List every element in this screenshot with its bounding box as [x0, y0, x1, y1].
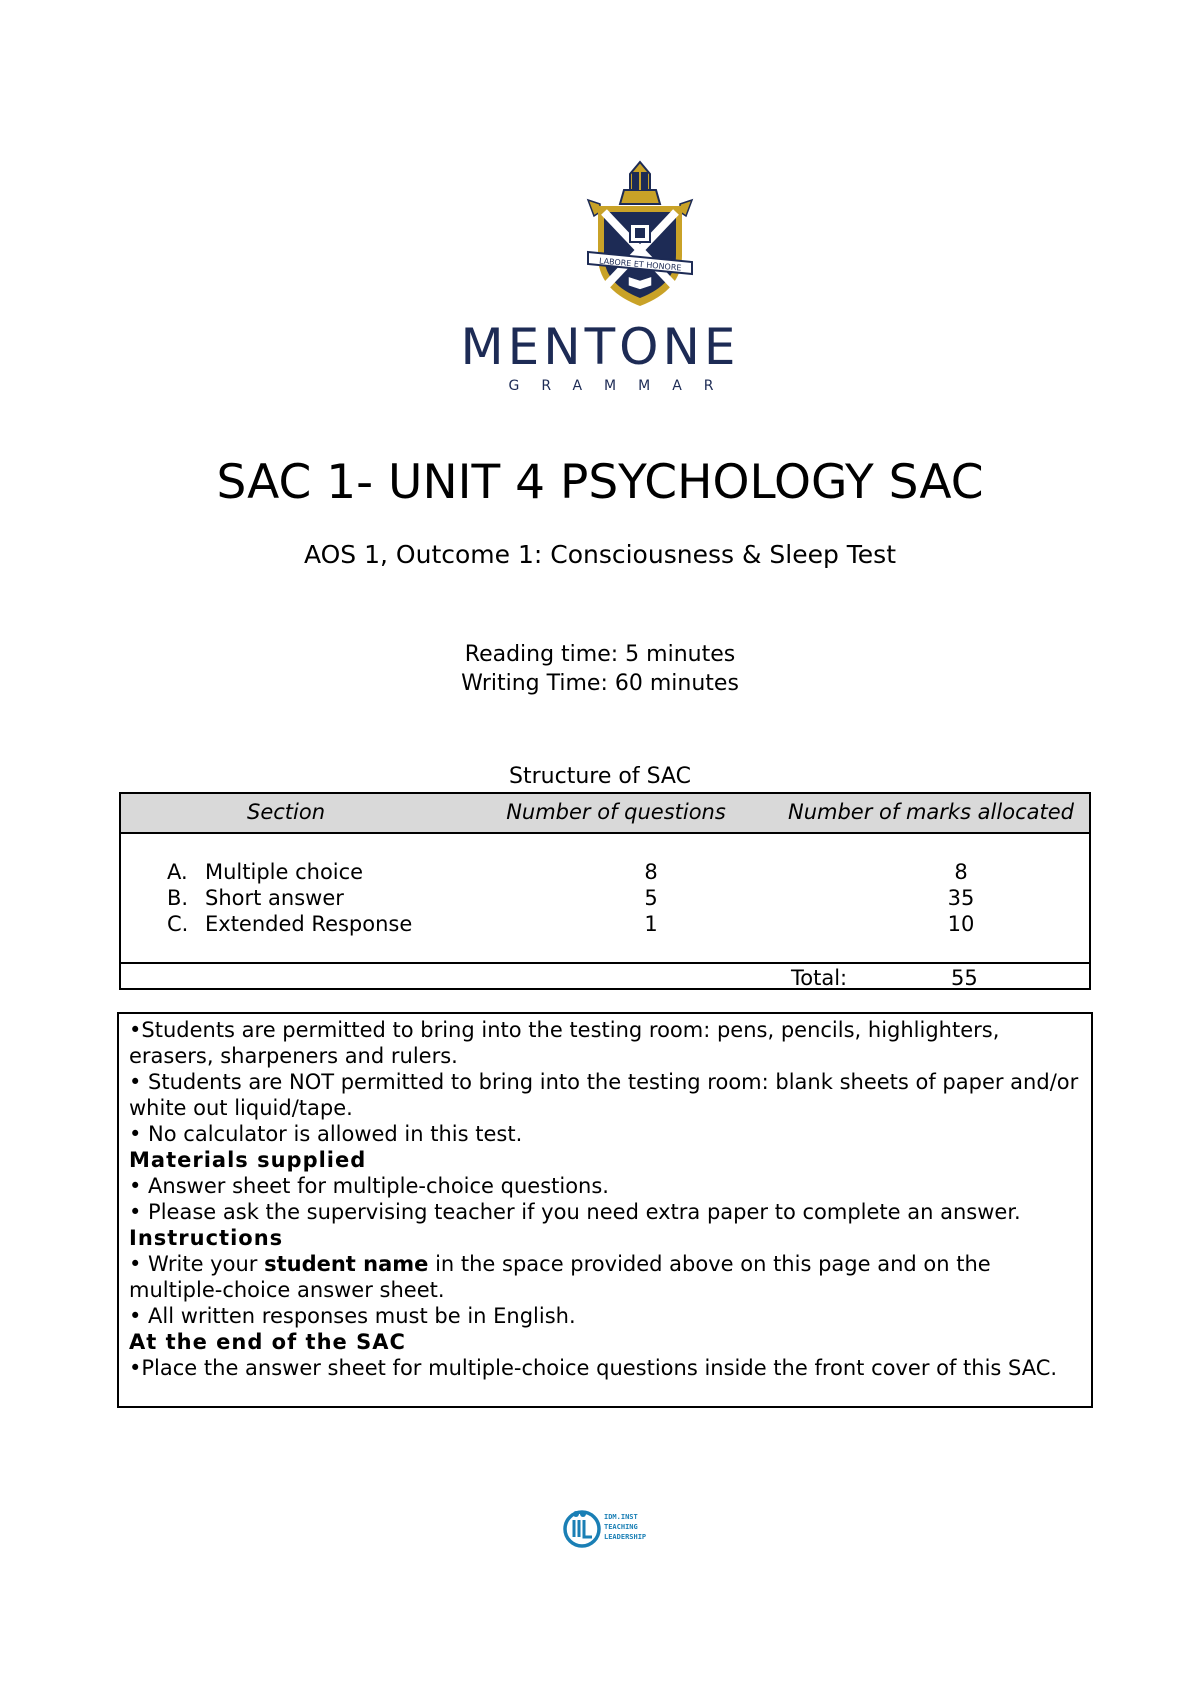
iml-logo-icon	[562, 1505, 654, 1551]
end-heading: At the end of the SAC	[129, 1330, 406, 1354]
row-questions: 1	[644, 912, 658, 936]
row-marks: 8	[954, 860, 968, 884]
total-label: Total:	[791, 966, 848, 990]
materials-item: • Please ask the supervising teacher if you need extra paper to complete an answer.	[129, 1200, 1021, 1224]
reading-time: Reading time: 5 minutes	[464, 642, 736, 667]
materials-heading: Materials supplied	[129, 1148, 367, 1172]
row-letter: B.	[167, 886, 189, 910]
total-value: 55	[951, 966, 978, 990]
table-row	[121, 912, 1089, 938]
header-marks: Number of marks allocated	[788, 800, 1074, 824]
structure-table	[119, 792, 1091, 990]
instruction-text: in the space provided above on this page and on the multiple-choice answer sheet.	[129, 1252, 991, 1302]
row-questions: 8	[644, 860, 658, 884]
row-letter: A.	[167, 860, 188, 884]
header-section: Section	[246, 800, 326, 824]
instruction-item: • All written responses must be in English.	[129, 1304, 576, 1328]
instruction-item	[129, 1251, 1081, 1303]
table-row	[121, 860, 1089, 886]
instructions-heading: Instructions	[129, 1226, 284, 1250]
permitted-items: •Students are permitted to bring into the testing room: pens, pencils, highlighters, erasers, sharpeners and rulers.	[129, 1018, 1000, 1068]
iml-logo-line: TEACHING	[604, 1523, 638, 1531]
time-allocation	[0, 640, 1200, 698]
structure-caption: Structure of SAC	[509, 764, 691, 789]
row-section-name: Extended Response	[205, 912, 413, 936]
brand-name: MENTONE	[460, 318, 740, 376]
end-item: •Place the answer sheet for multiple-choice questions inside the front cover of this SAC.	[129, 1356, 1058, 1380]
instruction-text: • Write your	[129, 1252, 265, 1276]
row-marks: 35	[947, 886, 975, 910]
structure-table-header	[121, 794, 1089, 834]
writing-time: Writing Time: 60 minutes	[461, 671, 739, 696]
row-letter: C.	[167, 912, 189, 936]
table-row	[121, 886, 1089, 912]
iml-logo-line: LEADERSHIP	[604, 1533, 647, 1541]
structure-total-row	[121, 962, 1089, 990]
header-questions: Number of questions	[506, 800, 726, 824]
instruction-emphasis: student name	[264, 1252, 429, 1276]
page-title: SAC 1- UNIT 4 PSYCHOLOGY SAC	[216, 455, 984, 510]
crest-motto: LABORE ET HONORE	[598, 256, 682, 273]
row-section-name: Multiple choice	[205, 860, 364, 884]
page-subtitle: AOS 1, Outcome 1: Consciousness & Sleep Test	[303, 540, 897, 569]
iml-logo-line: IDM.INST	[604, 1513, 638, 1521]
instructions-box	[117, 1012, 1093, 1408]
row-questions: 5	[644, 886, 658, 910]
no-calculator-note: • No calculator is allowed in this test.	[129, 1122, 523, 1146]
row-section-name: Short answer	[205, 886, 344, 910]
row-marks: 10	[947, 912, 975, 936]
brand-subname: GRAMMAR	[508, 378, 736, 394]
school-crest-icon	[580, 160, 700, 310]
materials-item: • Answer sheet for multiple-choice questions.	[129, 1174, 609, 1198]
not-permitted-items: • Students are NOT permitted to bring into the testing room: blank sheets of paper and/or white out liquid/tape.	[129, 1070, 1079, 1120]
